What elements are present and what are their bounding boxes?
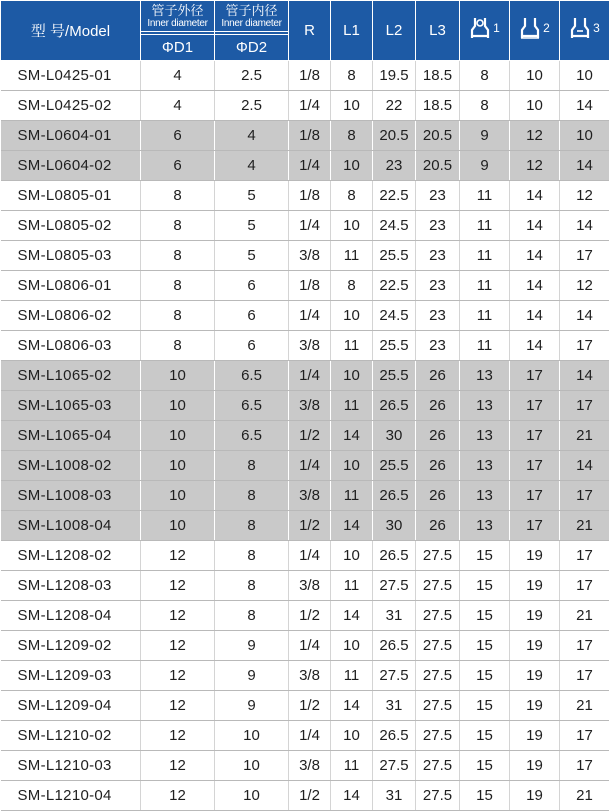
- cell-l2: 26.5: [373, 721, 416, 751]
- cell-thread-r: 1/8: [289, 271, 331, 301]
- cell-inner-diameter: 8: [215, 481, 289, 511]
- cell-l2: 24.5: [373, 301, 416, 331]
- cell-l2: 30: [373, 421, 416, 451]
- cell-wrench-3: 14: [560, 151, 609, 181]
- table-row: [1, 451, 609, 481]
- cell-wrench-2: 14: [510, 241, 560, 271]
- cell-outer-diameter: 12: [141, 571, 215, 601]
- cell-wrench-2: 19: [510, 781, 560, 811]
- cell-outer-diameter: 10: [141, 451, 215, 481]
- cell-inner-diameter: 5: [215, 241, 289, 271]
- header-id-cn: 管子内径: [215, 4, 288, 18]
- cell-outer-diameter: 12: [141, 721, 215, 751]
- cell-outer-diameter: 8: [141, 211, 215, 241]
- cell-l3: 26: [416, 391, 460, 421]
- cell-wrench-1: 9: [460, 151, 510, 181]
- cell-wrench-2: 19: [510, 541, 560, 571]
- cell-wrench-3: 14: [560, 91, 609, 121]
- cell-thread-r: 1/2: [289, 691, 331, 721]
- cell-wrench-2: 19: [510, 691, 560, 721]
- cell-wrench-1: 13: [460, 391, 510, 421]
- cell-l2: 26.5: [373, 541, 416, 571]
- cell-model: SM-L1209-03: [1, 661, 141, 691]
- table-row: [1, 661, 609, 691]
- cell-l3: 26: [416, 421, 460, 451]
- cell-model: SM-L1065-04: [1, 421, 141, 451]
- cell-l3: 27.5: [416, 631, 460, 661]
- header-id-en: Inner diameter: [215, 18, 288, 32]
- cell-model: SM-L1208-04: [1, 601, 141, 631]
- cell-model: SM-L0604-01: [1, 121, 141, 151]
- table-row: [1, 541, 609, 571]
- header-d1-symbol: ΦD1: [141, 35, 215, 61]
- cell-wrench-1: 13: [460, 481, 510, 511]
- cell-inner-diameter: 6.5: [215, 421, 289, 451]
- cell-wrench-3: 17: [560, 571, 609, 601]
- cell-l1: 11: [331, 331, 373, 361]
- cell-l2: 27.5: [373, 751, 416, 781]
- cell-wrench-3: 21: [560, 421, 609, 451]
- cell-l2: 30: [373, 511, 416, 541]
- cell-l1: 14: [331, 691, 373, 721]
- table-row: [1, 781, 609, 811]
- cell-wrench-3: 10: [560, 121, 609, 151]
- cell-wrench-2: 14: [510, 181, 560, 211]
- cell-wrench-3: 17: [560, 631, 609, 661]
- cell-l1: 10: [331, 301, 373, 331]
- cell-wrench-3: 14: [560, 451, 609, 481]
- cell-thread-r: 3/8: [289, 481, 331, 511]
- cell-l1: 14: [331, 781, 373, 811]
- cell-l3: 23: [416, 271, 460, 301]
- cell-inner-diameter: 8: [215, 451, 289, 481]
- cell-l3: 23: [416, 241, 460, 271]
- cell-l3: 27.5: [416, 571, 460, 601]
- cell-l1: 10: [331, 721, 373, 751]
- cell-wrench-1: 15: [460, 631, 510, 661]
- header-od-en: Inner diameter: [141, 18, 214, 32]
- cell-wrench-1: 15: [460, 781, 510, 811]
- cell-l2: 22: [373, 91, 416, 121]
- cell-l2: 27.5: [373, 661, 416, 691]
- cell-wrench-1: 15: [460, 751, 510, 781]
- cell-thread-r: 1/8: [289, 181, 331, 211]
- cell-wrench-2: 14: [510, 271, 560, 301]
- cell-model: SM-L1209-04: [1, 691, 141, 721]
- wrench-number-2: 2: [543, 22, 550, 34]
- cell-model: SM-L0604-02: [1, 151, 141, 181]
- cell-wrench-1: 8: [460, 61, 510, 91]
- cell-l1: 11: [331, 391, 373, 421]
- cell-wrench-1: 11: [460, 301, 510, 331]
- cell-wrench-1: 11: [460, 331, 510, 361]
- cell-l1: 10: [331, 451, 373, 481]
- cell-model: SM-L0805-03: [1, 241, 141, 271]
- table-row: [1, 61, 609, 91]
- cell-thread-r: 1/2: [289, 781, 331, 811]
- cell-inner-diameter: 10: [215, 781, 289, 811]
- cell-model: SM-L1008-04: [1, 511, 141, 541]
- cell-wrench-2: 17: [510, 511, 560, 541]
- cell-l1: 8: [331, 271, 373, 301]
- table-row: [1, 421, 609, 451]
- table-row: [1, 571, 609, 601]
- cell-inner-diameter: 10: [215, 751, 289, 781]
- cell-inner-diameter: 8: [215, 571, 289, 601]
- cell-wrench-3: 14: [560, 211, 609, 241]
- cell-l2: 25.5: [373, 361, 416, 391]
- cell-thread-r: 1/4: [289, 361, 331, 391]
- cell-l3: 27.5: [416, 691, 460, 721]
- cell-wrench-2: 10: [510, 91, 560, 121]
- table-header: [1, 1, 609, 61]
- cell-l3: 18.5: [416, 61, 460, 91]
- cell-inner-diameter: 6: [215, 271, 289, 301]
- cell-wrench-2: 19: [510, 721, 560, 751]
- cell-model: SM-L1008-03: [1, 481, 141, 511]
- cell-outer-diameter: 10: [141, 421, 215, 451]
- cell-wrench-3: 17: [560, 241, 609, 271]
- cell-outer-diameter: 12: [141, 781, 215, 811]
- cell-wrench-2: 19: [510, 751, 560, 781]
- cell-thread-r: 1/4: [289, 151, 331, 181]
- cell-model: SM-L0806-02: [1, 301, 141, 331]
- cell-model: SM-L1210-03: [1, 751, 141, 781]
- cell-thread-r: 3/8: [289, 391, 331, 421]
- cell-l3: 27.5: [416, 661, 460, 691]
- cell-wrench-3: 17: [560, 331, 609, 361]
- cell-model: SM-L1209-02: [1, 631, 141, 661]
- header-od-cn: 管子外径: [141, 4, 214, 18]
- table-row: [1, 391, 609, 421]
- cell-l1: 8: [331, 181, 373, 211]
- cell-wrench-1: 11: [460, 181, 510, 211]
- cell-thread-r: 1/8: [289, 61, 331, 91]
- cell-wrench-1: 15: [460, 571, 510, 601]
- cell-l2: 22.5: [373, 271, 416, 301]
- cell-thread-r: 1/4: [289, 211, 331, 241]
- cell-thread-r: 1/2: [289, 511, 331, 541]
- cell-wrench-3: 12: [560, 181, 609, 211]
- cell-model: SM-L0806-03: [1, 331, 141, 361]
- table-row: [1, 151, 609, 181]
- cell-inner-diameter: 5: [215, 181, 289, 211]
- cell-wrench-2: 19: [510, 571, 560, 601]
- cell-l1: 14: [331, 511, 373, 541]
- cell-thread-r: 3/8: [289, 751, 331, 781]
- cell-wrench-1: 11: [460, 271, 510, 301]
- table-row: [1, 181, 609, 211]
- cell-wrench-3: 21: [560, 781, 609, 811]
- cell-wrench-2: 12: [510, 151, 560, 181]
- cell-inner-diameter: 9: [215, 691, 289, 721]
- cell-wrench-3: 17: [560, 541, 609, 571]
- cell-thread-r: 3/8: [289, 241, 331, 271]
- header-model: 型 号/Model: [1, 1, 141, 61]
- cell-wrench-2: 17: [510, 481, 560, 511]
- table-row: [1, 271, 609, 301]
- table-row: [1, 481, 609, 511]
- cell-outer-diameter: 8: [141, 181, 215, 211]
- cell-wrench-1: 13: [460, 421, 510, 451]
- cell-wrench-2: 19: [510, 661, 560, 691]
- cell-wrench-1: 8: [460, 91, 510, 121]
- header-l2: L2: [373, 1, 416, 61]
- cell-outer-diameter: 12: [141, 751, 215, 781]
- cell-wrench-1: 11: [460, 211, 510, 241]
- cell-outer-diameter: 4: [141, 61, 215, 91]
- cell-model: SM-L0806-01: [1, 271, 141, 301]
- table-body: [1, 61, 609, 811]
- cell-inner-diameter: 2.5: [215, 61, 289, 91]
- cell-inner-diameter: 9: [215, 631, 289, 661]
- cell-l3: 26: [416, 361, 460, 391]
- cell-l1: 10: [331, 541, 373, 571]
- cell-l1: 10: [331, 361, 373, 391]
- header-wrench-1: [460, 1, 510, 61]
- cell-inner-diameter: 8: [215, 541, 289, 571]
- cell-l2: 31: [373, 691, 416, 721]
- cell-l1: 8: [331, 61, 373, 91]
- header-id: [215, 1, 289, 35]
- cell-model: SM-L1208-02: [1, 541, 141, 571]
- cell-thread-r: 1/4: [289, 301, 331, 331]
- cell-wrench-2: 19: [510, 631, 560, 661]
- cell-outer-diameter: 8: [141, 271, 215, 301]
- cell-l3: 27.5: [416, 721, 460, 751]
- cell-thread-r: 1/8: [289, 121, 331, 151]
- cell-wrench-3: 21: [560, 511, 609, 541]
- cell-inner-diameter: 4: [215, 121, 289, 151]
- cell-l1: 11: [331, 481, 373, 511]
- cell-wrench-3: 17: [560, 721, 609, 751]
- cell-wrench-1: 11: [460, 241, 510, 271]
- cell-wrench-3: 10: [560, 61, 609, 91]
- cell-inner-diameter: 10: [215, 721, 289, 751]
- cell-l3: 26: [416, 481, 460, 511]
- cell-thread-r: 1/4: [289, 721, 331, 751]
- cell-l2: 26.5: [373, 391, 416, 421]
- cell-wrench-2: 17: [510, 451, 560, 481]
- cell-model: SM-L0805-01: [1, 181, 141, 211]
- cell-wrench-2: 17: [510, 361, 560, 391]
- cell-wrench-1: 15: [460, 691, 510, 721]
- cell-outer-diameter: 10: [141, 391, 215, 421]
- header-l3: L3: [416, 1, 460, 61]
- cell-inner-diameter: 6: [215, 301, 289, 331]
- table-row: [1, 121, 609, 151]
- cell-l2: 26.5: [373, 631, 416, 661]
- cell-l1: 11: [331, 751, 373, 781]
- cell-thread-r: 1/4: [289, 91, 331, 121]
- cell-l3: 23: [416, 211, 460, 241]
- cell-outer-diameter: 12: [141, 631, 215, 661]
- cell-l2: 31: [373, 601, 416, 631]
- cell-wrench-3: 14: [560, 361, 609, 391]
- table-row: [1, 91, 609, 121]
- header-d2-symbol: ΦD2: [215, 35, 289, 61]
- cell-thread-r: 1/4: [289, 541, 331, 571]
- cell-outer-diameter: 10: [141, 511, 215, 541]
- table-row: [1, 631, 609, 661]
- cell-l2: 22.5: [373, 181, 416, 211]
- cell-wrench-3: 17: [560, 661, 609, 691]
- cell-outer-diameter: 12: [141, 601, 215, 631]
- cell-l3: 27.5: [416, 751, 460, 781]
- cell-l3: 27.5: [416, 781, 460, 811]
- cell-inner-diameter: 8: [215, 511, 289, 541]
- cell-l1: 10: [331, 211, 373, 241]
- cell-outer-diameter: 8: [141, 301, 215, 331]
- cell-wrench-2: 14: [510, 301, 560, 331]
- table-row: [1, 721, 609, 751]
- cell-l1: 14: [331, 601, 373, 631]
- cell-l2: 24.5: [373, 211, 416, 241]
- cell-l3: 27.5: [416, 601, 460, 631]
- cell-l2: 26.5: [373, 481, 416, 511]
- cell-l3: 20.5: [416, 121, 460, 151]
- table-row: [1, 601, 609, 631]
- cell-l1: 10: [331, 631, 373, 661]
- header-l1: L1: [331, 1, 373, 61]
- table-row: [1, 691, 609, 721]
- cell-inner-diameter: 6.5: [215, 361, 289, 391]
- cell-wrench-3: 17: [560, 481, 609, 511]
- cell-wrench-1: 9: [460, 121, 510, 151]
- cell-wrench-1: 13: [460, 451, 510, 481]
- cell-wrench-3: 21: [560, 691, 609, 721]
- cell-wrench-1: 15: [460, 601, 510, 631]
- cell-l3: 18.5: [416, 91, 460, 121]
- cell-thread-r: 3/8: [289, 571, 331, 601]
- cell-wrench-3: 17: [560, 751, 609, 781]
- cell-thread-r: 1/2: [289, 421, 331, 451]
- wrench-number-1: 1: [493, 22, 500, 34]
- cell-outer-diameter: 8: [141, 241, 215, 271]
- wrench-icon: [569, 16, 591, 40]
- cell-l2: 25.5: [373, 451, 416, 481]
- cell-wrench-2: 14: [510, 331, 560, 361]
- cell-l2: 25.5: [373, 331, 416, 361]
- table-row: [1, 511, 609, 541]
- cell-wrench-2: 14: [510, 211, 560, 241]
- cell-inner-diameter: 5: [215, 211, 289, 241]
- cell-model: SM-L1208-03: [1, 571, 141, 601]
- cell-wrench-3: 12: [560, 271, 609, 301]
- cell-model: SM-L1210-04: [1, 781, 141, 811]
- cell-l2: 19.5: [373, 61, 416, 91]
- cell-outer-diameter: 12: [141, 661, 215, 691]
- cell-l3: 27.5: [416, 541, 460, 571]
- cell-outer-diameter: 4: [141, 91, 215, 121]
- table-row: [1, 211, 609, 241]
- cell-wrench-1: 13: [460, 511, 510, 541]
- cell-l3: 26: [416, 451, 460, 481]
- cell-l2: 25.5: [373, 241, 416, 271]
- cell-wrench-3: 17: [560, 391, 609, 421]
- cell-outer-diameter: 6: [141, 121, 215, 151]
- cell-l2: 31: [373, 781, 416, 811]
- cell-wrench-3: 14: [560, 301, 609, 331]
- cell-wrench-1: 15: [460, 541, 510, 571]
- cell-model: SM-L0805-02: [1, 211, 141, 241]
- cell-wrench-1: 15: [460, 721, 510, 751]
- cell-l2: 27.5: [373, 571, 416, 601]
- table-row: [1, 751, 609, 781]
- header-od: [141, 1, 215, 35]
- cell-model: SM-L1065-03: [1, 391, 141, 421]
- cell-l3: 26: [416, 511, 460, 541]
- cell-wrench-2: 17: [510, 421, 560, 451]
- cell-l3: 23: [416, 301, 460, 331]
- cell-l1: 14: [331, 421, 373, 451]
- cell-wrench-1: 15: [460, 661, 510, 691]
- cell-inner-diameter: 6: [215, 331, 289, 361]
- cell-l2: 20.5: [373, 121, 416, 151]
- cell-outer-diameter: 12: [141, 691, 215, 721]
- header-wrench-2: [510, 1, 560, 61]
- cell-outer-diameter: 8: [141, 331, 215, 361]
- cell-thread-r: 1/4: [289, 631, 331, 661]
- cell-inner-diameter: 6.5: [215, 391, 289, 421]
- cell-wrench-2: 10: [510, 61, 560, 91]
- cell-model: SM-L1065-02: [1, 361, 141, 391]
- cell-l1: 8: [331, 121, 373, 151]
- cell-model: SM-L0425-01: [1, 61, 141, 91]
- cell-l3: 23: [416, 331, 460, 361]
- cell-inner-diameter: 8: [215, 601, 289, 631]
- table-row: [1, 361, 609, 391]
- cell-model: SM-L0425-02: [1, 91, 141, 121]
- cell-wrench-2: 17: [510, 391, 560, 421]
- cell-model: SM-L1210-02: [1, 721, 141, 751]
- table-row: [1, 241, 609, 271]
- cell-wrench-2: 19: [510, 601, 560, 631]
- header-r: R: [289, 1, 331, 61]
- table-row: [1, 301, 609, 331]
- cell-l1: 10: [331, 91, 373, 121]
- cell-l2: 23: [373, 151, 416, 181]
- wrench-number-3: 3: [593, 22, 600, 34]
- cell-l3: 23: [416, 181, 460, 211]
- header-wrench-3: [560, 1, 609, 61]
- cell-inner-diameter: 9: [215, 661, 289, 691]
- cell-thread-r: 3/8: [289, 661, 331, 691]
- table-row: [1, 331, 609, 361]
- cell-outer-diameter: 12: [141, 541, 215, 571]
- cell-inner-diameter: 4: [215, 151, 289, 181]
- cell-l1: 10: [331, 151, 373, 181]
- cell-l1: 11: [331, 571, 373, 601]
- cell-wrench-2: 12: [510, 121, 560, 151]
- cell-thread-r: 3/8: [289, 331, 331, 361]
- cell-thread-r: 1/4: [289, 451, 331, 481]
- wrench-icon: [469, 16, 491, 40]
- cell-outer-diameter: 6: [141, 151, 215, 181]
- cell-wrench-1: 13: [460, 361, 510, 391]
- wrench-icon: [519, 16, 541, 40]
- cell-outer-diameter: 10: [141, 481, 215, 511]
- cell-l3: 20.5: [416, 151, 460, 181]
- cell-l1: 11: [331, 241, 373, 271]
- cell-wrench-3: 21: [560, 601, 609, 631]
- cell-l1: 11: [331, 661, 373, 691]
- cell-model: SM-L1008-02: [1, 451, 141, 481]
- cell-outer-diameter: 10: [141, 361, 215, 391]
- cell-inner-diameter: 2.5: [215, 91, 289, 121]
- cell-thread-r: 1/2: [289, 601, 331, 631]
